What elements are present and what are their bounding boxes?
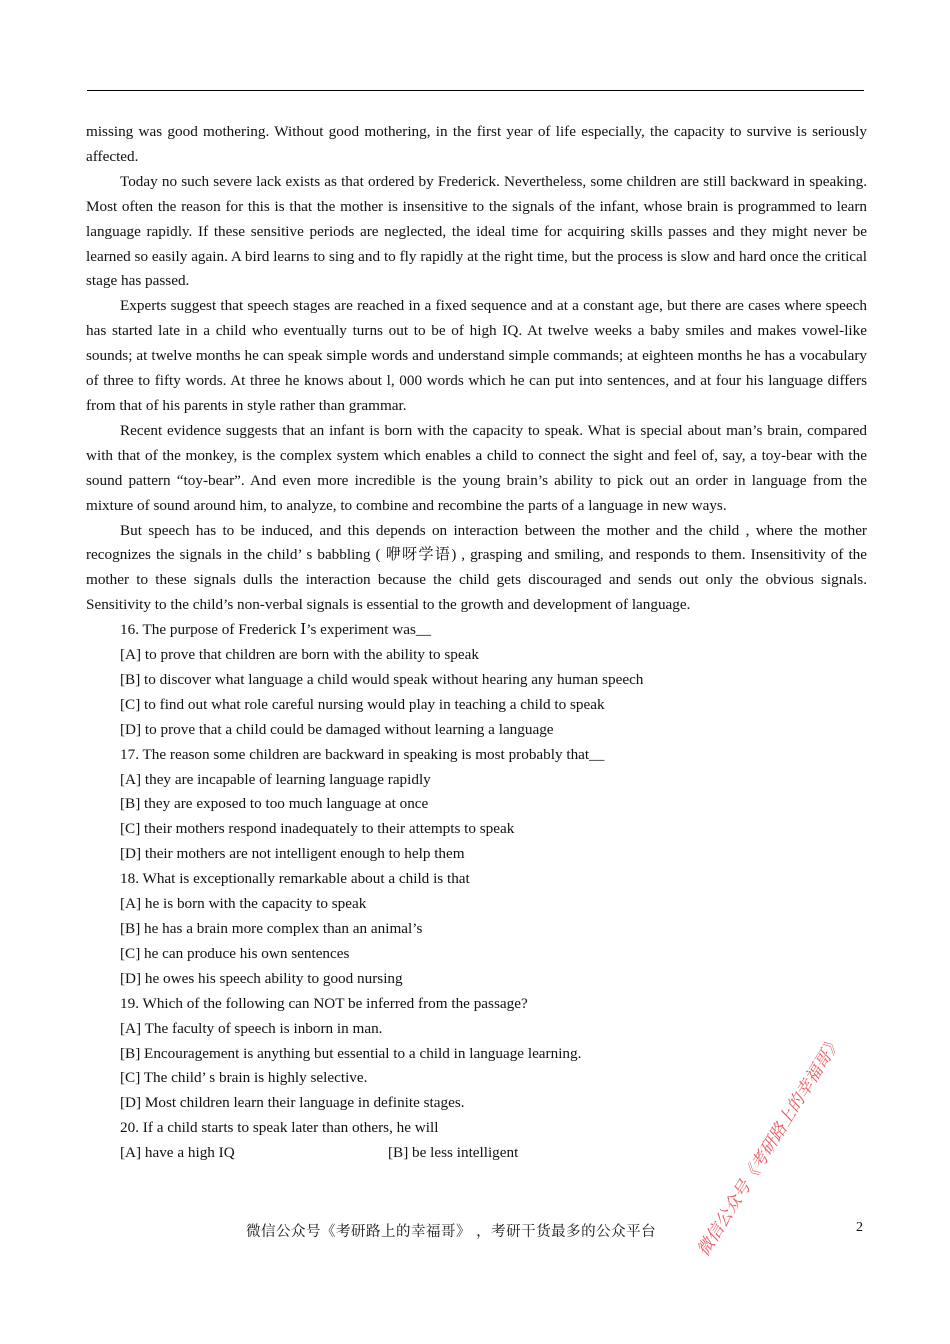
watermark: 微信公众号《考研路上的幸福哥》 [693, 1033, 846, 1261]
option-20a: [A] have a high IQ [120, 1144, 235, 1162]
footer-text: 微信公众号《考研路上的幸福哥》 ，考研干货最多的公众平台 [246, 1224, 657, 1240]
paragraph-3: Experts suggest that speech stages are reached in a fixed sequence and at a constant age, but there are cases where speech has started late in a child who eventually turns out to be of high IQ. At twelve weeks a baby smiles and makes vowel-like sounds; at twelve months he can speak simple words and understand simple commands; at eighteen months he has a vocabulary of three to fifty words. At three he knows about l, 000 words which he can put into sentences, and at four his language differs from that of his parents in style rather than grammar. [86, 297, 867, 414]
option-16a: [A] to prove that children are born with the ability to speak [120, 646, 479, 664]
question-20: 20. If a child starts to speak later than others, he will [120, 1119, 439, 1137]
option-18d: [D] he owes his speech ability to good nursing [120, 969, 403, 987]
question-17: 17. The reason some children are backward in speaking is most probably that__ [120, 745, 605, 763]
option-17a: [A] they are incapable of learning language rapidly [120, 770, 431, 788]
paragraph-5: But speech has to be induced, and this depends on interaction between the mother and the child , where the mother recognizes the signals in the child’ s babbling ( 咿呀学语) , grasping and smiling, and responds to them. Insensitivity of the mother to these signals dulls the interaction because the child gets discouraged and sends out only the obvious signals. Sensitivity to the child’s non-verbal signals is essential to the growth and development of language. [86, 521, 867, 614]
option-19b: [B] Encouragement is anything but essential to a child in language learning. [120, 1044, 582, 1062]
option-16b: [B] to discover what language a child would speak without hearing any human speech [120, 670, 644, 688]
option-17b: [B] they are exposed to too much language at once [120, 795, 429, 813]
question-19: 19. Which of the following can NOT be inferred from the passage? [120, 994, 528, 1012]
option-18a: [A] he is born with the capacity to speak [120, 895, 367, 913]
option-19c: [C] The child’ s brain is highly selective. [120, 1069, 368, 1087]
option-19d: [D] Most children learn their language in definite stages. [120, 1094, 465, 1112]
question-18: 18. What is exceptionally remarkable about a child is that [120, 870, 470, 888]
header-rule [87, 90, 864, 91]
option-16c: [C] to find out what role careful nursing would play in teaching a child to speak [120, 695, 605, 713]
option-19a: [A] The faculty of speech is inborn in man. [120, 1019, 383, 1037]
paragraph-2: Today no such severe lack exists as that ordered by Frederick. Nevertheless, some children are still backward in speaking. Most often the reason for this is that the mother is insensitive to the signals of the infant, whose brain is programmed to learn language rapidly. If these sensitive periods are neglected, the ideal time for acquiring skills passes and they might never be learned so easily again. A bird learns to sing and to fly rapidly at the right time, but the process is slow and hard once the critical stage has passed. [86, 172, 867, 290]
option-18b: [B] he has a brain more complex than an animal’s [120, 920, 423, 937]
paragraph-1: missing was good mothering. Without good mothering, in the first year of life especially, the capacity to survive is seriously affected. [86, 123, 867, 165]
paragraph-4: Recent evidence suggests that an infant is born with the capacity to speak. What is special about man’s brain, compared with that of the monkey, is the complex system which enables a child to connect the sight and feel of, say, a toy-bear with the sound pattern “toy-bear”. And even more incredible is the young brain’s ability to pick out an order in language from the mixture of sound around him, to analyze, to combine and recombine the parts of a language in new ways. [86, 421, 867, 514]
option-18c: [C] he can produce his own sentences [120, 944, 350, 962]
page-footer [0, 1220, 950, 1244]
option-17c: [C] their mothers respond inadequately to their attempts to speak [120, 820, 515, 838]
document-body [86, 120, 867, 1166]
option-20b: [B] be less intelligent [388, 1144, 519, 1162]
option-17d: [D] their mothers are not intelligent enough to help them [120, 845, 465, 863]
question-16: 16. The purpose of Frederick Ⅰ’s experiment was__ [120, 621, 432, 639]
page-number: 2 [856, 1220, 863, 1235]
option-16d: [D] to prove that a child could be damaged without learning a language [120, 720, 554, 738]
